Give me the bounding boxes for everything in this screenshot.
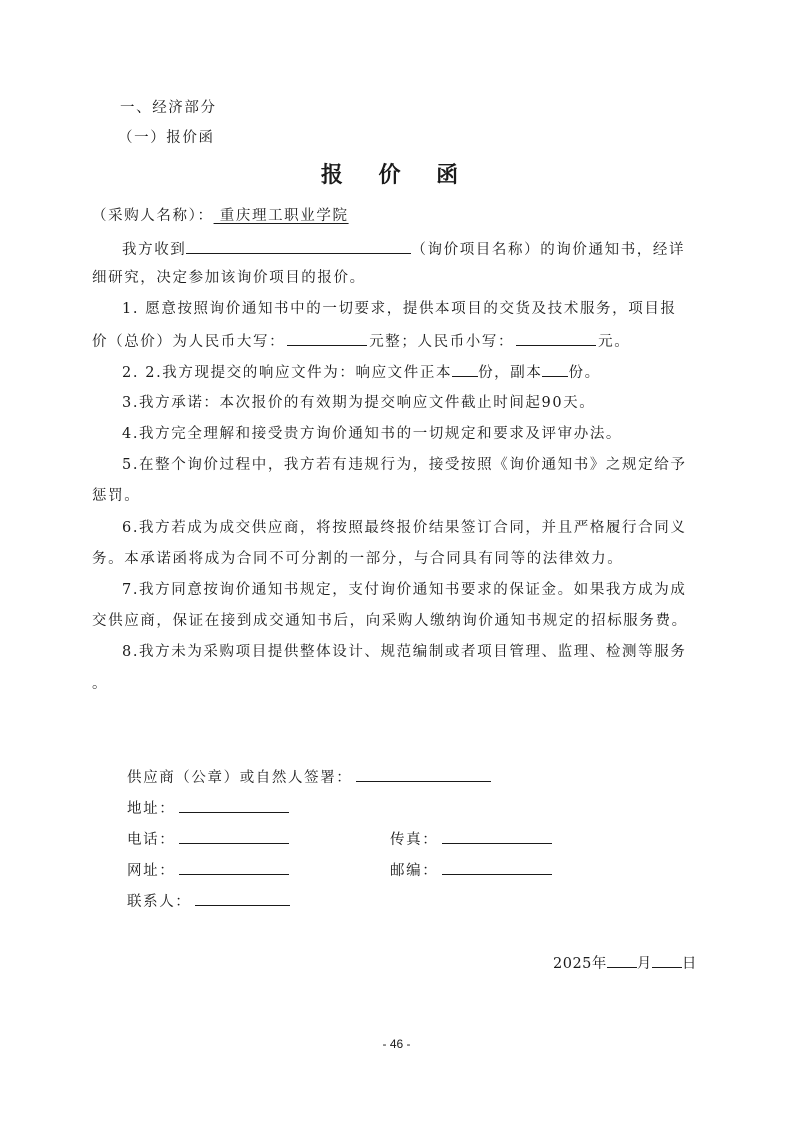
amount-words-blank[interactable]	[287, 330, 367, 346]
item-text: 价（总价）为人民币大写：	[92, 334, 286, 350]
item-text: 元。	[598, 334, 631, 350]
postcode-row	[390, 859, 552, 881]
item-5-line-1: 5.在整个询价过程中，我方若有违规行为，接受按照《询价通知书》之规定给予	[122, 457, 687, 473]
item-7-line-1: 7.我方同意按询价通知书规定，支付询价通知书要求的保证金。如果我方成为成	[122, 582, 687, 598]
phone-label: 电话：	[127, 832, 176, 848]
supplier-signature-blank[interactable]	[356, 766, 491, 782]
contact-label: 联系人：	[127, 894, 192, 910]
postcode-blank[interactable]	[442, 859, 552, 875]
item-8-line-2: 。	[92, 676, 109, 692]
item-3: 3.我方承诺：本次报价的有效期为提交响应文件截止时间起90天。	[122, 395, 596, 411]
website-row	[127, 859, 289, 881]
item-1-line-2	[92, 330, 630, 352]
page-number: - 46 -	[382, 1037, 411, 1051]
item-5-line-2: 惩罚。	[92, 488, 141, 504]
intro-text: （询价项目名称）的询价通知书，经详	[411, 242, 686, 258]
item-text: 份。	[568, 365, 601, 381]
item-7-line-2: 交供应商，保证在接到成交通知书后，向采购人缴纳询价通知书规定的招标服务费。	[92, 613, 688, 629]
item-4: 4.我方完全理解和接受贵方询价通知书的一切规定和要求及评审办法。	[122, 426, 623, 442]
item-6-line-1: 6.我方若成为成交供应商，将按照最终报价结果签订合同，并且严格履行合同义	[122, 520, 687, 536]
day-blank[interactable]	[652, 952, 682, 968]
document-title: 报 价 函	[320, 163, 473, 188]
fax-row	[390, 828, 552, 850]
contact-row	[127, 890, 290, 912]
purchaser-name: 重庆理工职业学院	[213, 208, 349, 224]
phone-row	[127, 828, 289, 850]
item-text: 2. 2.我方现提交的响应文件为：响应文件正本	[122, 365, 453, 381]
fax-label: 传真：	[390, 832, 439, 848]
intro-text: 我方收到	[122, 242, 187, 258]
date-day-label: 日	[681, 956, 697, 972]
supplier-label: 供应商（公章）或自然人签署：	[127, 770, 353, 786]
item-1-line-1: 1. 愿意按照询价通知书中的一切要求，提供本项目的交货及技术服务，项目报	[122, 301, 677, 317]
item-2	[122, 361, 601, 383]
date-year: 2025年	[553, 956, 607, 972]
original-copies-blank[interactable]	[452, 361, 478, 377]
fax-blank[interactable]	[442, 828, 552, 844]
item-8-line-1: 8.我方未为采购项目提供整体设计、规范编制或者项目管理、监理、检测等服务	[122, 644, 687, 660]
item-6-line-2: 务。本承诺函将成为合同不可分割的一部分，与合同具有同等的法律效力。	[92, 551, 624, 567]
date-month-label: 月	[636, 956, 652, 972]
purchaser-line	[92, 206, 349, 226]
item-text: 元整；人民币小写：	[369, 334, 515, 350]
address-blank[interactable]	[179, 797, 289, 813]
website-label: 网址：	[127, 863, 176, 879]
website-blank[interactable]	[179, 859, 289, 875]
intro-line-1	[122, 238, 685, 260]
section-heading: 一、经济部分	[120, 100, 217, 116]
duplicate-copies-blank[interactable]	[542, 361, 568, 377]
section-subheading: （一）报价函	[118, 130, 215, 146]
contact-blank[interactable]	[195, 890, 290, 906]
purchaser-label: （采购人名称）：	[92, 208, 214, 224]
item-text: 份，副本	[478, 365, 543, 381]
intro-line-2: 细研究，决定参加该询价项目的报价。	[92, 270, 366, 286]
date-row	[553, 952, 697, 974]
address-row	[127, 797, 289, 819]
phone-blank[interactable]	[179, 828, 289, 844]
amount-figures-blank[interactable]	[516, 330, 596, 346]
project-name-blank[interactable]	[186, 238, 411, 254]
month-blank[interactable]	[607, 952, 637, 968]
supplier-signature-row	[127, 766, 491, 788]
postcode-label: 邮编：	[390, 863, 439, 879]
address-label: 地址：	[127, 801, 176, 817]
